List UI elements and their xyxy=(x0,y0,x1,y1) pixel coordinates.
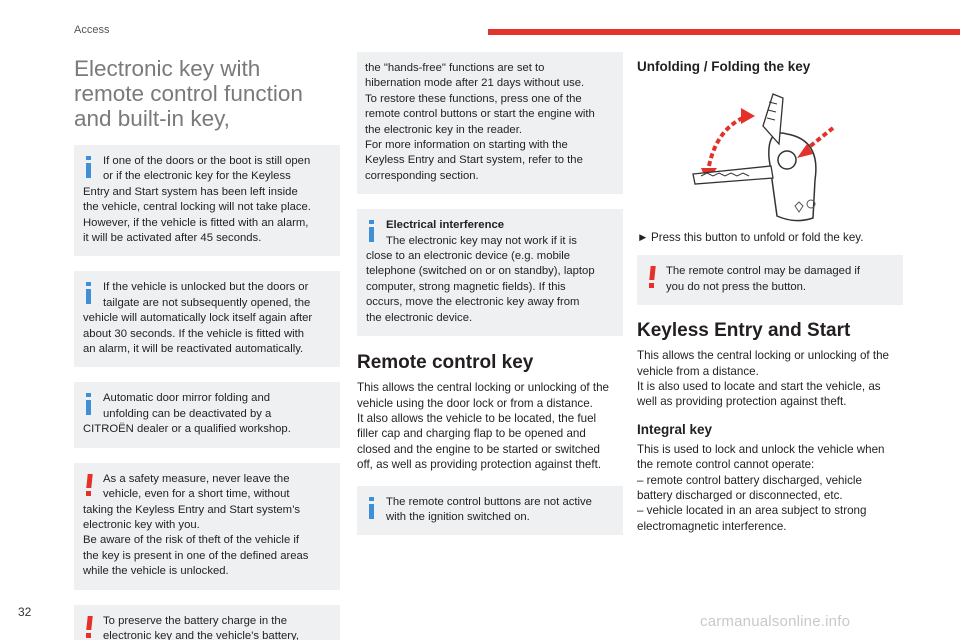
heading-remote-control-key: Remote control key xyxy=(357,352,534,374)
warning-note-remote-damage: The remote control may be damaged if you do not press the button. xyxy=(637,255,903,305)
press-button-instruction: ► Press this button to unfold or fold the key. xyxy=(637,231,864,244)
info-icon xyxy=(364,497,384,521)
info-note-mirror-folding: Automatic door mirror folding and unfolding can be deactivated by a CITROËN dealer or a qualified workshop. xyxy=(74,382,340,447)
info-note-buttons-inactive: The remote control buttons are not active with the ignition switched on. xyxy=(357,486,623,536)
heading-keyless-entry: Keyless Entry and Start xyxy=(637,320,851,342)
warning-icon xyxy=(644,266,664,290)
info-icon xyxy=(81,393,101,417)
info-note-doors-open: If one of the doors or the boot is still open or if the electronic key for the Keyless Entry and Start system has been left inside the vehicle, central locking will not take place. However, if the vehicle is fitted with an alarm, it will be activated after 45 seconds. xyxy=(74,145,340,256)
info-note-auto-relock: If the vehicle is unlocked but the doors or tailgate are not subsequently opened, the vehicle will automatically lock itself again after about 30 seconds. If the vehicle is fitted with an alarm, it will be reactivated automatically. xyxy=(74,271,340,367)
warning-note-safety: As a safety measure, never leave the vehicle, even for a short time, without taking the Keyless Entry and Start system’s electronic key with you. Be aware of the risk of theft of the vehicle if the key is present in one of the defined areas while the vehicle is unlocked. xyxy=(74,463,340,590)
warning-note-battery: To preserve the battery charge in the electronic key and the vehicle's battery, xyxy=(74,605,340,640)
warning-note-battery-continued: the "hands-free" functions are set to hibernation mode after 21 days without use. To restore these functions, press one of the remote control buttons or start the engine with the electronic key in the reader. For more information on starting with the Keyless Entry and Start system, refer to the corresponding section. xyxy=(357,52,623,194)
remote-control-description: This allows the central locking or unlocking of the vehicle using the door lock or from a distance. It also allows the vehicle to be located, the fuel filler cap and charging flap to be opened and closed and the engine to be started or switched off, as well as providing protection against theft. xyxy=(357,381,609,472)
watermark: carmanualsonline.info xyxy=(700,613,851,630)
warning-icon xyxy=(81,474,101,498)
section-label: Access xyxy=(74,24,110,36)
info-icon xyxy=(81,282,101,306)
page-title: Electronic key with remote control function and built-in key, xyxy=(74,56,303,131)
keyless-description: This allows the central locking or unlocking of the vehicle from a distance. It is also used to locate and start the vehicle, as well as providing protection against theft. xyxy=(637,349,889,409)
column-1 xyxy=(74,52,340,640)
info-note-electrical-interference: Electrical interference The electronic key may not work if it is close to an electronic device (e.g. mobile telephone (switched on or on standby), laptop computer, strong magnetic fields). If this occurs, move the electronic key away from the electronic device. xyxy=(357,209,623,336)
key-fold-diagram-icon xyxy=(637,88,903,226)
info-icon xyxy=(81,156,101,180)
heading-unfolding-folding: Unfolding / Folding the key xyxy=(637,59,811,74)
column-2 xyxy=(357,52,623,550)
header-accent-bar xyxy=(488,29,960,35)
integral-key-description: This is used to lock and unlock the vehicle when the remote control cannot operate: – remote control battery discharged, vehicle battery discharged or disconnected, etc. – vehicle located in an area subject to strong electromagnetic interference. xyxy=(637,442,885,533)
column-3 xyxy=(637,52,903,534)
warning-icon xyxy=(81,616,101,640)
heading-integral-key: Integral key xyxy=(637,421,713,437)
bullet-triangle-icon: ► xyxy=(637,231,649,244)
key-illustration xyxy=(637,88,903,226)
info-icon xyxy=(364,220,384,244)
page-number: 32 xyxy=(18,605,32,619)
